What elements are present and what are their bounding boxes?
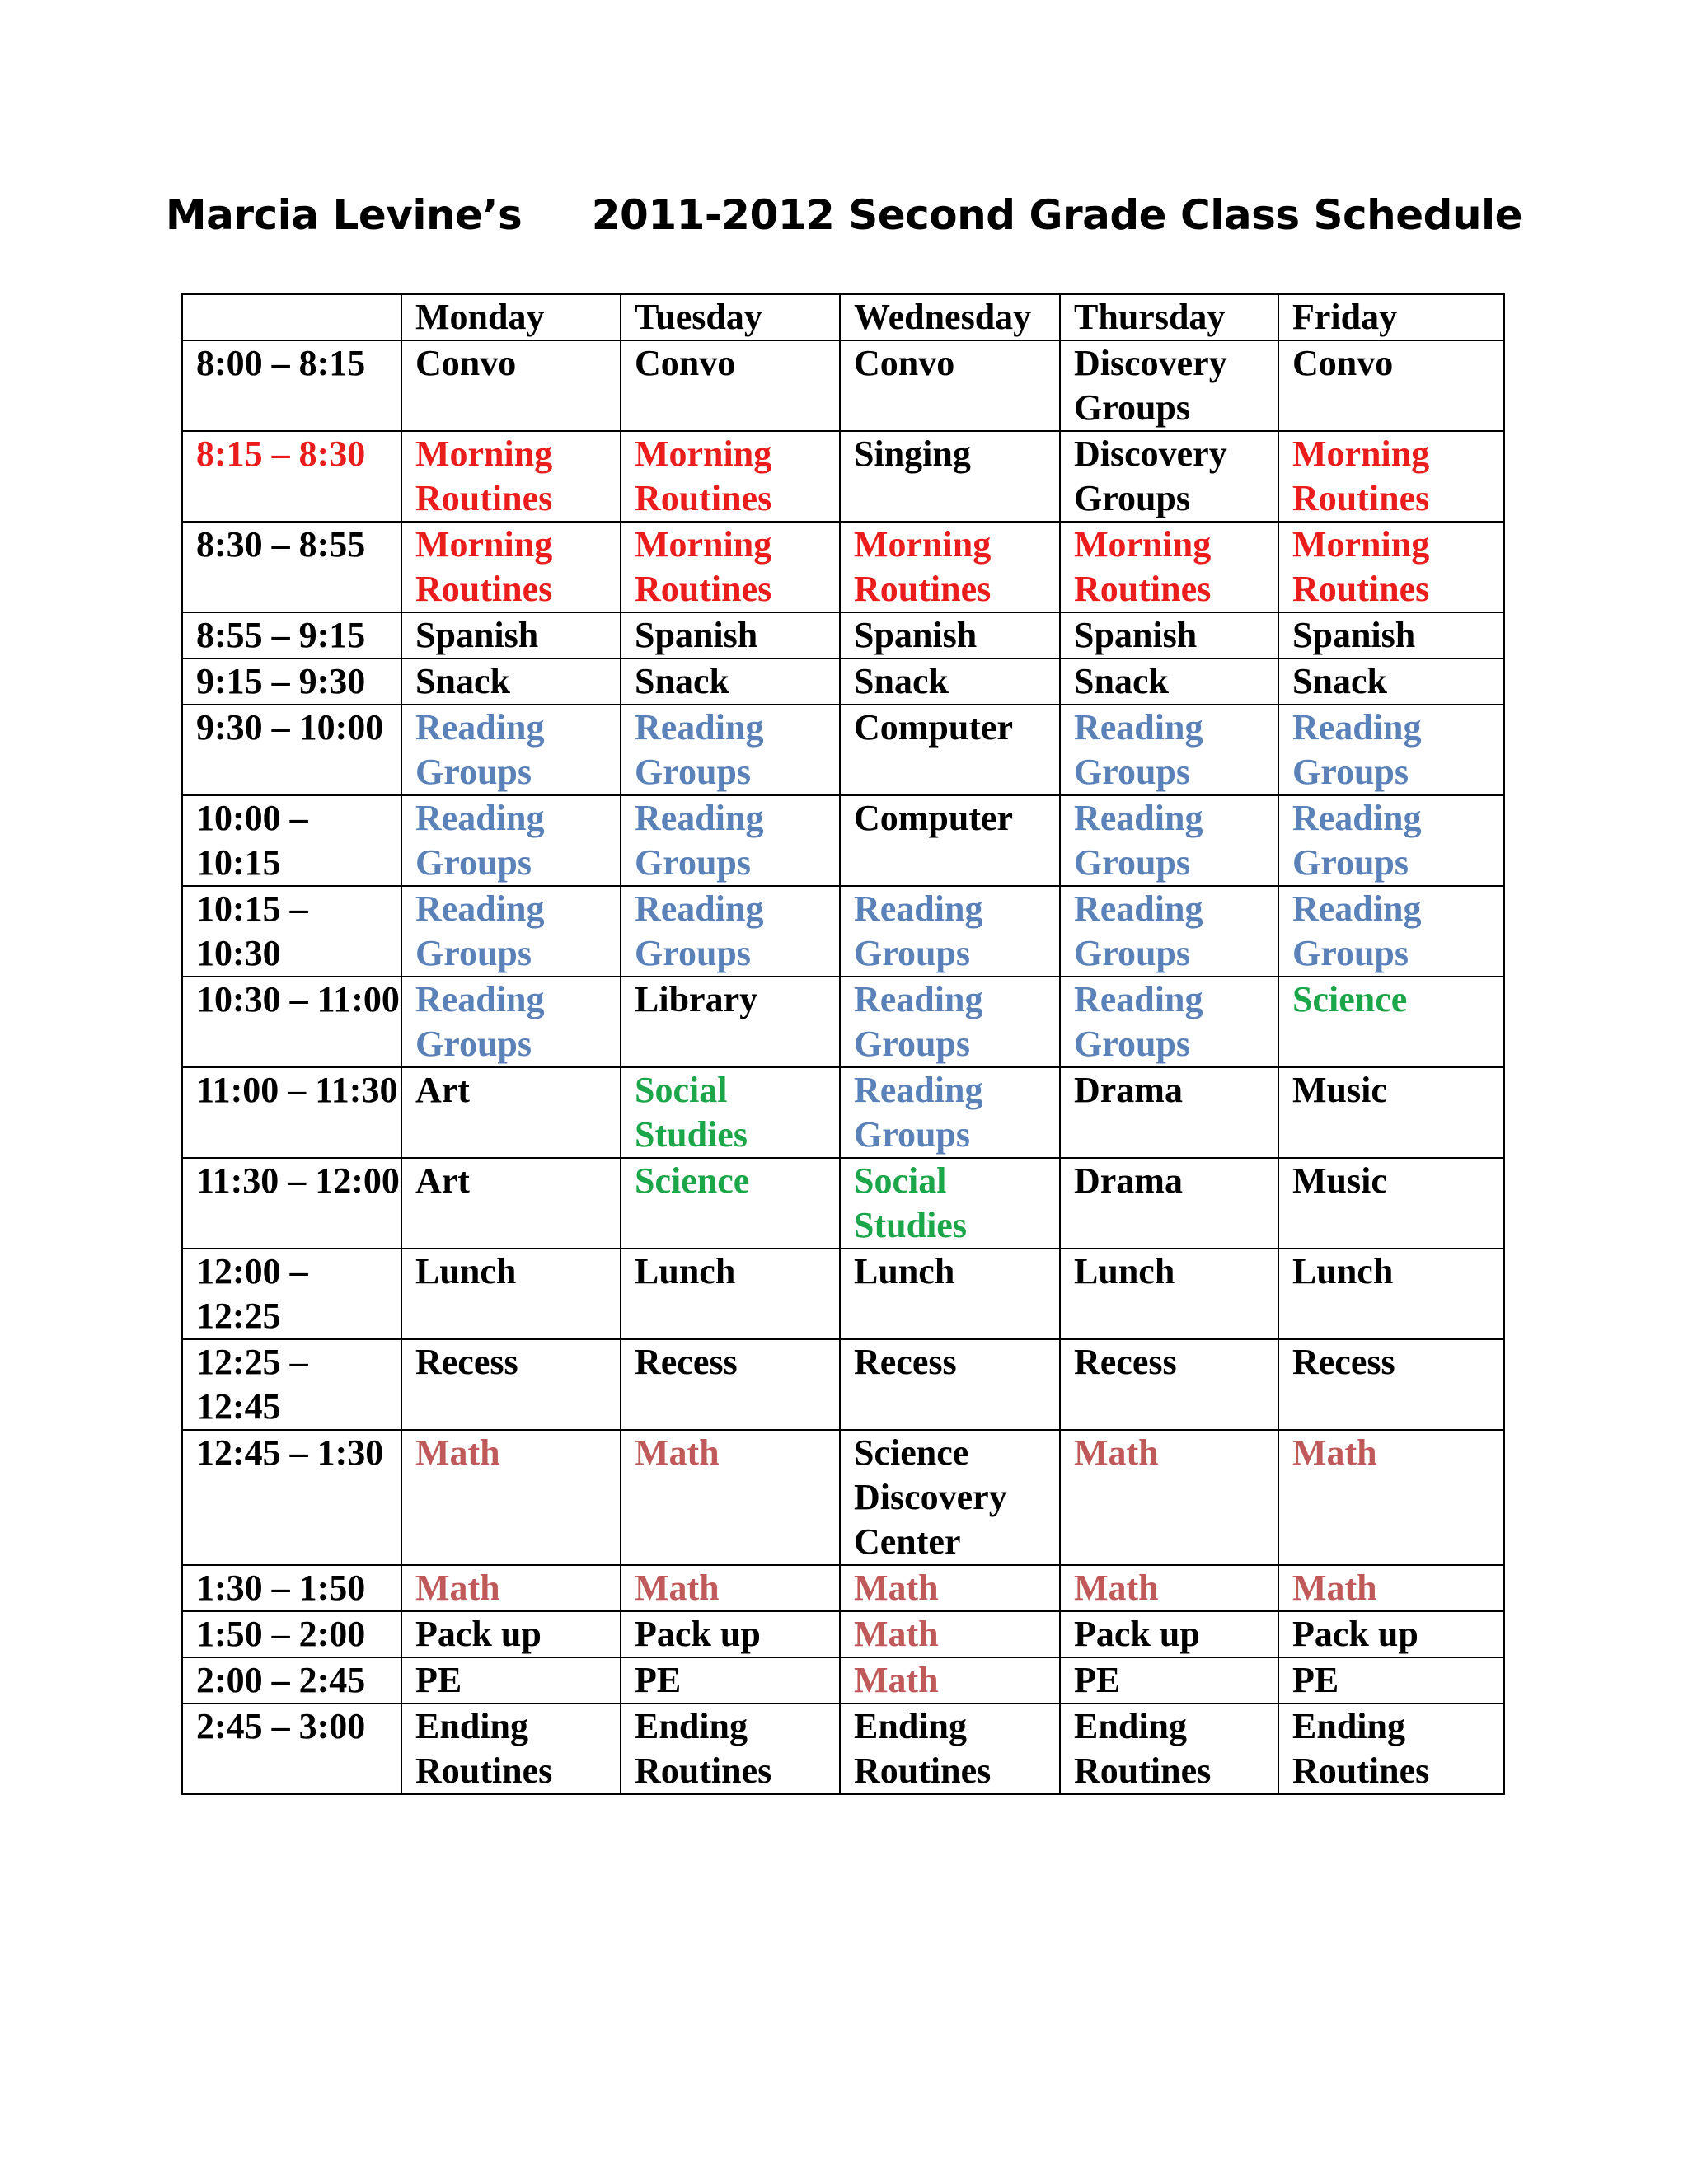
activity-cell-thursday: Reading Groups: [1060, 795, 1278, 886]
schedule-row: [182, 1430, 1504, 1565]
activity-cell-friday: Convo: [1278, 340, 1504, 431]
time-slot: 12:00 – 12:25: [182, 1249, 401, 1339]
activity-cell-monday: Math: [401, 1430, 621, 1565]
schedule-row: [182, 1657, 1504, 1704]
day-header-tuesday: Tuesday: [621, 294, 840, 340]
time-slot: 12:25 – 12:45: [182, 1339, 401, 1430]
activity-cell-friday: Recess: [1278, 1339, 1504, 1430]
day-header-thursday: Thursday: [1060, 294, 1278, 340]
activity-cell-monday: Ending Routines: [401, 1704, 621, 1794]
activity-cell-tuesday: Morning Routines: [621, 431, 840, 522]
activity-cell-tuesday: Snack: [621, 658, 840, 705]
activity-cell-thursday: Ending Routines: [1060, 1704, 1278, 1794]
schedule-row: [182, 1158, 1504, 1249]
schedule-row: [182, 1067, 1504, 1158]
page-title: Marcia Levine’s 2011-2012 Second Grade Class Schedule: [165, 191, 1523, 239]
activity-cell-thursday: Pack up: [1060, 1611, 1278, 1657]
activity-cell-thursday: Lunch: [1060, 1249, 1278, 1339]
schedule-row: [182, 1611, 1504, 1657]
activity-cell-thursday: Math: [1060, 1430, 1278, 1565]
header-row: [182, 294, 1504, 340]
activity-cell-thursday: Drama: [1060, 1158, 1278, 1249]
activity-cell-friday: Reading Groups: [1278, 705, 1504, 795]
activity-cell-thursday: Discovery Groups: [1060, 431, 1278, 522]
activity-cell-tuesday: Reading Groups: [621, 705, 840, 795]
activity-cell-monday: Reading Groups: [401, 705, 621, 795]
activity-cell-wednesday: Reading Groups: [840, 1067, 1060, 1158]
activity-cell-wednesday: Recess: [840, 1339, 1060, 1430]
activity-cell-tuesday: Convo: [621, 340, 840, 431]
time-slot: 11:00 – 11:30: [182, 1067, 401, 1158]
activity-cell-monday: Snack: [401, 658, 621, 705]
activity-cell-friday: Reading Groups: [1278, 795, 1504, 886]
activity-cell-friday: Lunch: [1278, 1249, 1504, 1339]
activity-cell-thursday: Spanish: [1060, 612, 1278, 658]
activity-cell-tuesday: PE: [621, 1657, 840, 1704]
time-slot: 1:50 – 2:00: [182, 1611, 401, 1657]
activity-cell-thursday: PE: [1060, 1657, 1278, 1704]
activity-cell-tuesday: Spanish: [621, 612, 840, 658]
time-slot: 9:15 – 9:30: [182, 658, 401, 705]
time-slot: 10:15 – 10:30: [182, 886, 401, 977]
schedule-body: [182, 294, 1504, 1794]
activity-cell-friday: Music: [1278, 1158, 1504, 1249]
activity-cell-tuesday: Morning Routines: [621, 522, 840, 612]
schedule-row: [182, 431, 1504, 522]
activity-cell-monday: Lunch: [401, 1249, 621, 1339]
schedule-row: [182, 795, 1504, 886]
activity-cell-wednesday: Lunch: [840, 1249, 1060, 1339]
time-slot: 8:00 – 8:15: [182, 340, 401, 431]
activity-cell-wednesday: Spanish: [840, 612, 1060, 658]
schedule-row: [182, 705, 1504, 795]
schedule-row: [182, 522, 1504, 612]
activity-cell-friday: Music: [1278, 1067, 1504, 1158]
activity-cell-monday: Spanish: [401, 612, 621, 658]
activity-cell-friday: Morning Routines: [1278, 431, 1504, 522]
time-slot: 8:55 – 9:15: [182, 612, 401, 658]
activity-cell-wednesday: Math: [840, 1611, 1060, 1657]
activity-cell-wednesday: Reading Groups: [840, 886, 1060, 977]
activity-cell-monday: Recess: [401, 1339, 621, 1430]
activity-cell-monday: Convo: [401, 340, 621, 431]
activity-cell-wednesday: Science Discovery Center: [840, 1430, 1060, 1565]
schedule-row: [182, 1704, 1504, 1794]
activity-cell-friday: Math: [1278, 1565, 1504, 1611]
schedule-table: [181, 293, 1505, 1795]
activity-cell-thursday: Morning Routines: [1060, 522, 1278, 612]
schedule-row: [182, 1249, 1504, 1339]
activity-cell-monday: Pack up: [401, 1611, 621, 1657]
activity-cell-tuesday: Science: [621, 1158, 840, 1249]
schedule-row: [182, 977, 1504, 1067]
activity-cell-wednesday: Morning Routines: [840, 522, 1060, 612]
activity-cell-friday: Ending Routines: [1278, 1704, 1504, 1794]
activity-cell-friday: Reading Groups: [1278, 886, 1504, 977]
schedule-row: [182, 658, 1504, 705]
activity-cell-wednesday: Computer: [840, 705, 1060, 795]
schedule-row: [182, 340, 1504, 431]
activity-cell-tuesday: Reading Groups: [621, 886, 840, 977]
activity-cell-thursday: Reading Groups: [1060, 886, 1278, 977]
activity-cell-tuesday: Pack up: [621, 1611, 840, 1657]
activity-cell-tuesday: Library: [621, 977, 840, 1067]
activity-cell-wednesday: Singing: [840, 431, 1060, 522]
activity-cell-wednesday: Math: [840, 1565, 1060, 1611]
activity-cell-thursday: Drama: [1060, 1067, 1278, 1158]
activity-cell-tuesday: Ending Routines: [621, 1704, 840, 1794]
activity-cell-monday: Reading Groups: [401, 795, 621, 886]
time-slot: 9:30 – 10:00: [182, 705, 401, 795]
time-slot: 10:00 – 10:15: [182, 795, 401, 886]
day-header-friday: Friday: [1278, 294, 1504, 340]
schedule-row: [182, 886, 1504, 977]
time-slot: 2:00 – 2:45: [182, 1657, 401, 1704]
activity-cell-wednesday: Ending Routines: [840, 1704, 1060, 1794]
time-slot: 8:30 – 8:55: [182, 522, 401, 612]
activity-cell-tuesday: Social Studies: [621, 1067, 840, 1158]
activity-cell-wednesday: Computer: [840, 795, 1060, 886]
activity-cell-thursday: Snack: [1060, 658, 1278, 705]
time-slot: 1:30 – 1:50: [182, 1565, 401, 1611]
activity-cell-monday: Reading Groups: [401, 886, 621, 977]
activity-cell-friday: PE: [1278, 1657, 1504, 1704]
schedule-row: [182, 1565, 1504, 1611]
time-slot: 12:45 – 1:30: [182, 1430, 401, 1565]
activity-cell-tuesday: Reading Groups: [621, 795, 840, 886]
time-slot: 11:30 – 12:00: [182, 1158, 401, 1249]
schedule-row: [182, 612, 1504, 658]
activity-cell-thursday: Math: [1060, 1565, 1278, 1611]
activity-cell-monday: Morning Routines: [401, 431, 621, 522]
time-slot: 8:15 – 8:30: [182, 431, 401, 522]
activity-cell-thursday: Recess: [1060, 1339, 1278, 1430]
activity-cell-friday: Morning Routines: [1278, 522, 1504, 612]
activity-cell-monday: Math: [401, 1565, 621, 1611]
activity-cell-monday: Art: [401, 1067, 621, 1158]
activity-cell-thursday: Reading Groups: [1060, 705, 1278, 795]
activity-cell-tuesday: Recess: [621, 1339, 840, 1430]
activity-cell-friday: Math: [1278, 1430, 1504, 1565]
time-slot: 10:30 – 11:00: [182, 977, 401, 1067]
activity-cell-tuesday: Math: [621, 1430, 840, 1565]
activity-cell-friday: Science: [1278, 977, 1504, 1067]
day-header-wednesday: Wednesday: [840, 294, 1060, 340]
activity-cell-thursday: Reading Groups: [1060, 977, 1278, 1067]
activity-cell-monday: Art: [401, 1158, 621, 1249]
activity-cell-tuesday: Math: [621, 1565, 840, 1611]
activity-cell-friday: Pack up: [1278, 1611, 1504, 1657]
activity-cell-wednesday: Math: [840, 1657, 1060, 1704]
corner-cell: [182, 294, 401, 340]
activity-cell-monday: PE: [401, 1657, 621, 1704]
activity-cell-tuesday: Lunch: [621, 1249, 840, 1339]
activity-cell-wednesday: Snack: [840, 658, 1060, 705]
time-slot: 2:45 – 3:00: [182, 1704, 401, 1794]
schedule-row: [182, 1339, 1504, 1430]
activity-cell-monday: Morning Routines: [401, 522, 621, 612]
activity-cell-wednesday: Social Studies: [840, 1158, 1060, 1249]
activity-cell-monday: Reading Groups: [401, 977, 621, 1067]
activity-cell-friday: Spanish: [1278, 612, 1504, 658]
day-header-monday: Monday: [401, 294, 621, 340]
activity-cell-wednesday: Convo: [840, 340, 1060, 431]
activity-cell-friday: Snack: [1278, 658, 1504, 705]
activity-cell-wednesday: Reading Groups: [840, 977, 1060, 1067]
activity-cell-thursday: Discovery Groups: [1060, 340, 1278, 431]
